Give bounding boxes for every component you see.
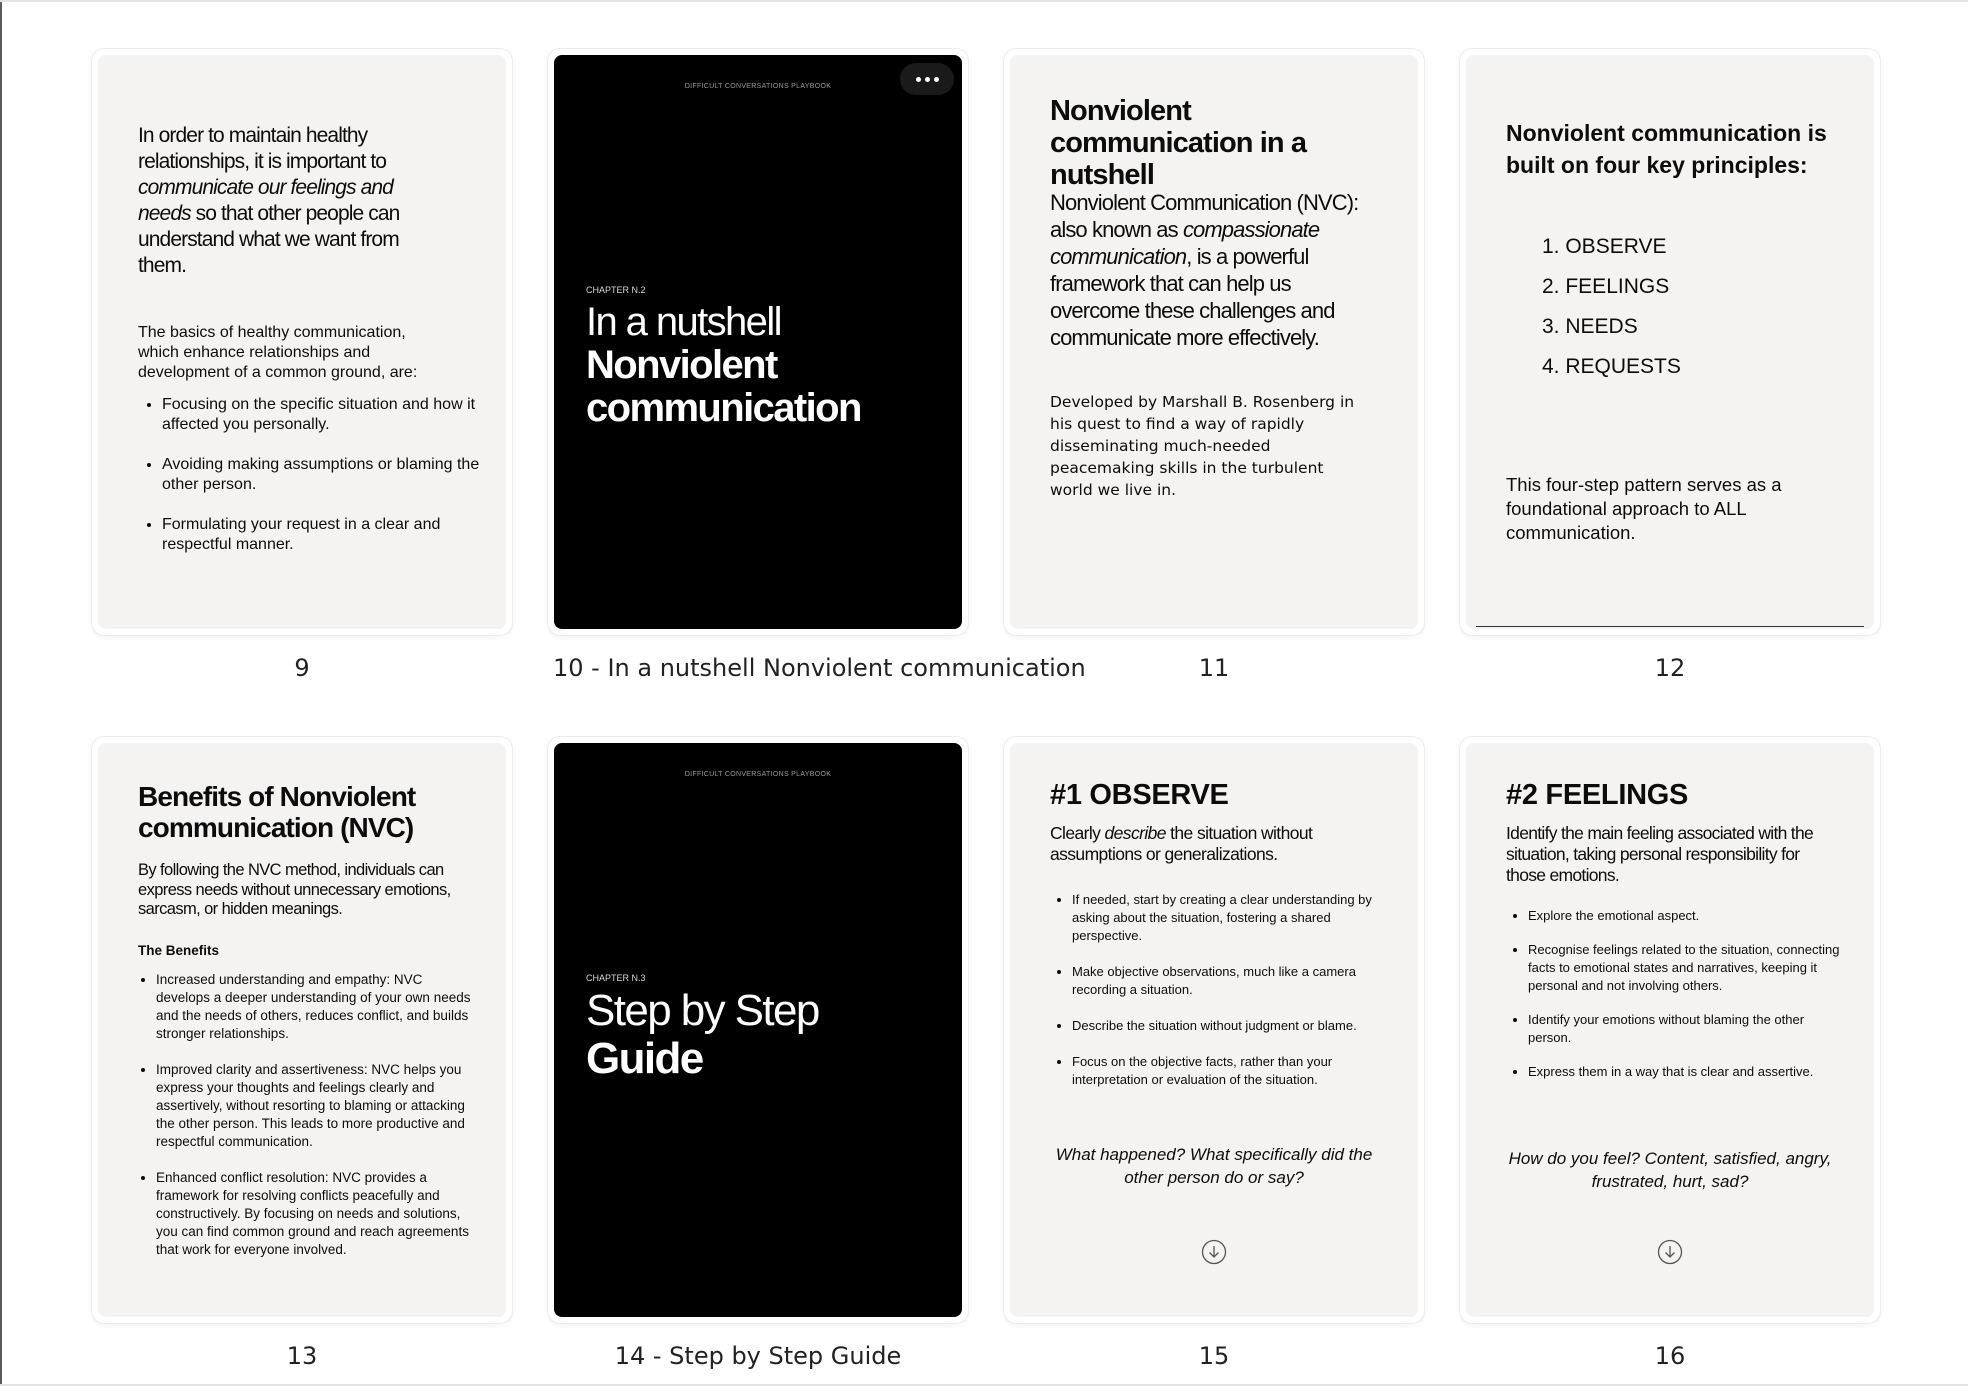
chapter-title: Step by Step Guide xyxy=(586,986,819,1083)
page-16-intro: Identify the main feeling associated with the situation, taking personal responsibility for those emotions. xyxy=(1506,823,1814,885)
page-caption-16[interactable]: 16 xyxy=(1654,1342,1686,1370)
list-item: • Enhanced conflict resolution: NVC provides a framework for resolving conflicts peacefully and constructively. By focusing on needs and solutions, you can find common ground and reach agreements that work for everyone involved. xyxy=(156,1169,474,1259)
page-11-content xyxy=(1010,55,1418,629)
page-thumbnail-16[interactable] xyxy=(1460,737,1880,1323)
page-thumbnail-11[interactable] xyxy=(1004,49,1424,635)
chapter-title: In a nutshell Nonviolent communication xyxy=(586,300,861,430)
page-14-content xyxy=(554,743,962,1317)
page-thumbnail-15[interactable] xyxy=(1004,737,1424,1323)
page-caption-13[interactable]: 13 xyxy=(286,1342,318,1370)
arrow-down-circle-icon[interactable] xyxy=(1657,1239,1683,1265)
list-item: • Make objective observations, much like a camera recording a situation. xyxy=(1072,963,1384,999)
page-16-title: #2 FEELINGS xyxy=(1506,779,1689,811)
window-left-border xyxy=(0,0,2,1386)
list-item: • Formulating your request in a clear and respectful manner. xyxy=(162,515,482,555)
more-options-button[interactable] xyxy=(900,63,954,95)
playbook-label: DIFFICULT CONVERSATIONS PLAYBOOK xyxy=(684,771,832,778)
page-15-intro: Clearly describe the situation without assumptions or generalizations. xyxy=(1050,823,1313,864)
page-thumbnail-10[interactable] xyxy=(548,49,968,635)
page-15-title: #1 OBSERVE xyxy=(1050,779,1229,811)
page-caption-9[interactable]: 9 xyxy=(294,654,310,682)
list-item: 2. FEELINGS xyxy=(1542,275,1670,298)
page-caption-14[interactable]: 14 - Step by Step Guide xyxy=(614,1342,902,1370)
page-16-bullet-list xyxy=(1506,907,1840,1101)
list-item: • Improved clarity and assertiveness: NVC helps you express your thoughts and feelings clearly and assertively, without resorting to blaming or attacking the other person. This leads to more productive and respectful communication. xyxy=(156,1061,474,1151)
page-thumbnail-12[interactable] xyxy=(1460,49,1880,635)
list-item: • Express them in a way that is clear and assertive. xyxy=(1528,1063,1840,1081)
page-13-bullet-list xyxy=(134,971,474,1279)
chapter-label: CHAPTER N.3 xyxy=(586,973,646,983)
page-9-content xyxy=(98,55,506,629)
list-item: • Describe the situation without judgment or blame. xyxy=(1072,1017,1384,1035)
page-10-content xyxy=(554,55,962,629)
list-item: • Increased understanding and empathy: NVC develops a deeper understanding of your own needs and the needs of others, reduces conflict, and builds stronger relationships. xyxy=(156,971,474,1043)
page-thumbnail-14[interactable] xyxy=(548,737,968,1323)
page-caption-10[interactable]: 10 - In a nutshell Nonviolent communication xyxy=(553,654,1086,682)
list-item: • Avoiding making assumptions or blaming the other person. xyxy=(162,455,482,495)
arrow-down-circle-icon[interactable] xyxy=(1201,1239,1227,1265)
list-item: • Recognise feelings related to the situation, connecting facts to emotional states and narratives, keeping it personal and not involving others. xyxy=(1528,941,1840,995)
list-item: 3. NEEDS xyxy=(1542,315,1638,338)
page-9-bullet-list xyxy=(138,395,482,575)
page-9-intro: In order to maintain healthy relationships, it is important to communicate our feelings and needs so that other people can understand what we want from them. xyxy=(138,124,400,277)
page-9-basics: The basics of healthy communication, which enhance relationships and development of a common ground, are: xyxy=(138,324,418,381)
page-12-footer: This four-step pattern serves as a foundational approach to ALL communication. xyxy=(1506,474,1782,543)
list-item: • Focusing on the specific situation and how it affected you personally. xyxy=(162,395,482,435)
page-16-content xyxy=(1466,743,1874,1317)
page-15-bullet-list xyxy=(1050,891,1384,1109)
page-caption-11[interactable]: 11 xyxy=(1198,654,1230,682)
page-thumbnail-13[interactable] xyxy=(92,737,512,1323)
principles-list xyxy=(1542,227,1681,387)
window-top-border xyxy=(0,0,1968,2)
more-horizontal-icon xyxy=(916,77,921,82)
list-item: 1. OBSERVE xyxy=(1542,235,1667,258)
page-caption-12[interactable]: 12 xyxy=(1654,654,1686,682)
page-15-content xyxy=(1010,743,1418,1317)
list-item: • Explore the emotional aspect. xyxy=(1528,907,1840,925)
chapter-label: CHAPTER N.2 xyxy=(586,285,646,295)
playbook-label: DIFFICULT CONVERSATIONS PLAYBOOK xyxy=(684,83,832,90)
page-13-content xyxy=(98,743,506,1317)
page-13-subheading: The Benefits xyxy=(138,943,220,958)
page-16-question: How do you feel? Content, satisfied, angry, frustrated, hurt, sad? xyxy=(1508,1149,1832,1191)
page-11-body: Nonviolent Communication (NVC): also known as compassionate communication, is a powerful framework that can help us overcome these challenges and communicate more effectively. xyxy=(1050,190,1359,350)
page-11-title: Nonviolent communication in a nutshell xyxy=(1050,95,1307,191)
list-item: • If needed, start by creating a clear understanding by asking about the situation, fostering a shared perspective. xyxy=(1072,891,1384,945)
list-item: • Focus on the objective facts, rather than your interpretation or evaluation of the situation. xyxy=(1072,1053,1384,1089)
page-13-title: Benefits of Nonviolent communication (NVC) xyxy=(138,781,416,843)
page-11-note: Developed by Marshall B. Rosenberg in his quest to find a way of rapidly disseminating much-needed peacemaking skills in the turbulent world we live in. xyxy=(1050,393,1355,499)
page-13-intro: By following the NVC method, individuals can express needs without unnecessary emotions, sarcasm, or hidden meanings. xyxy=(138,861,451,918)
list-item: 4. REQUESTS xyxy=(1542,355,1681,378)
page-15-question: What happened? What specifically did the other person do or say? xyxy=(1055,1145,1373,1187)
list-item: • Identify your emotions without blaming the other person. xyxy=(1528,1011,1840,1047)
page-caption-15[interactable]: 15 xyxy=(1198,1342,1230,1370)
page-thumbnail-9[interactable] xyxy=(92,49,512,635)
page-12-title: Nonviolent communication is built on four key principles: xyxy=(1506,120,1827,178)
page-12-content xyxy=(1466,55,1874,629)
page-12-bottom-rule xyxy=(1476,626,1864,627)
